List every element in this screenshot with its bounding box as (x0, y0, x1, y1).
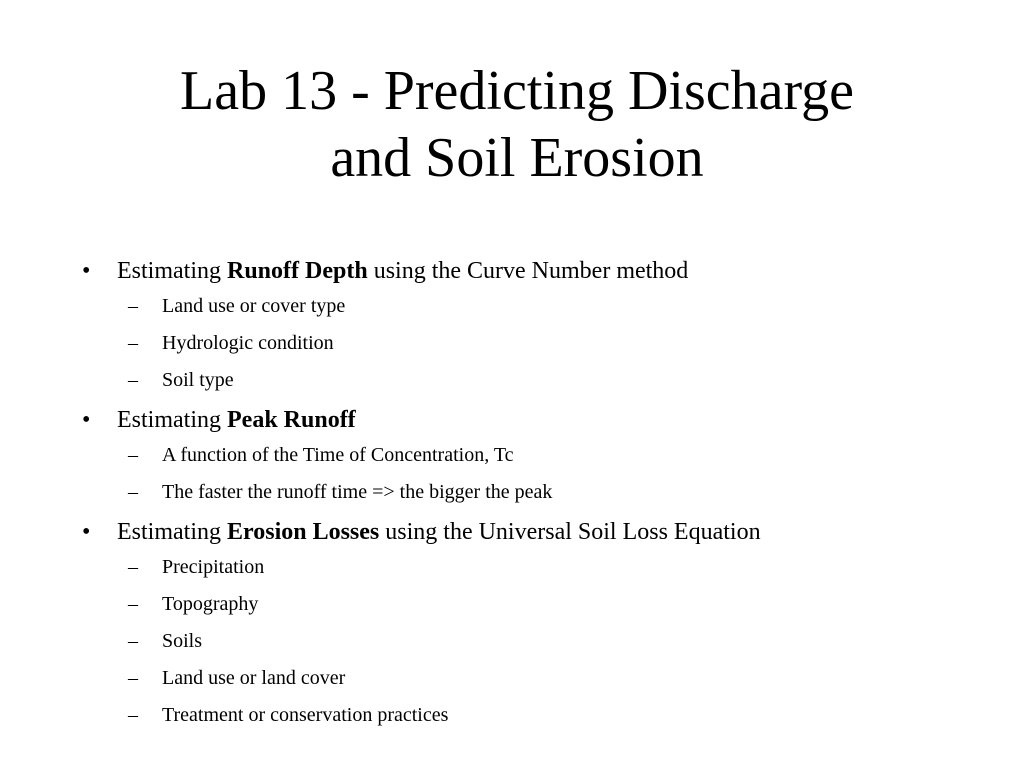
bullet-suffix: using the Curve Number method (367, 258, 689, 284)
bullet-item-peak-runoff (0, 403, 1024, 437)
sub-item-label: Soil type (162, 369, 234, 391)
bullet-icon: • (82, 407, 91, 433)
slide-title-line-1: Lab 13 - Predicting Discharge (180, 60, 854, 122)
bullet-prefix: Estimating (117, 258, 227, 284)
bullet-list (0, 254, 1024, 734)
dash-icon: – (128, 704, 138, 726)
slide-title-line-2: and Soil Erosion (330, 127, 704, 189)
sub-item (0, 437, 1024, 474)
dash-icon: – (128, 332, 138, 354)
bullet-bold-term: Runoff Depth (227, 258, 368, 284)
sub-item (0, 549, 1024, 586)
bullet-bold-term: Peak Runoff (227, 407, 356, 433)
dash-icon: – (128, 369, 138, 391)
sub-item (0, 660, 1024, 697)
bullet-icon: • (82, 258, 91, 284)
sub-item (0, 325, 1024, 362)
dash-icon: – (128, 481, 138, 503)
bullet-suffix: using the Universal Soil Loss Equation (379, 519, 761, 545)
bullet-icon: • (82, 519, 91, 545)
sub-item-label: Soils (162, 630, 203, 652)
dash-icon: – (128, 593, 138, 615)
sub-item-label: The faster the runoff time => the bigger the peak (162, 481, 553, 503)
sub-item-label: Land use or cover type (162, 295, 346, 317)
bullet-bold-term: Erosion Losses (227, 519, 380, 545)
sub-item (0, 623, 1024, 660)
sub-item-label: A function of the Time of Concentration, Tc (162, 444, 514, 466)
bullet-prefix: Estimating (117, 407, 227, 433)
sub-item-label: Precipitation (162, 556, 265, 578)
bullet-prefix: Estimating (117, 519, 227, 545)
dash-icon: – (128, 630, 138, 652)
bullet-item-erosion-losses (0, 515, 1024, 549)
sub-item (0, 586, 1024, 623)
dash-icon: – (128, 667, 138, 689)
sub-item-label: Topography (162, 593, 259, 615)
sub-item (0, 697, 1024, 734)
sub-item-label: Hydrologic condition (162, 332, 334, 354)
dash-icon: – (128, 444, 138, 466)
bullet-item-runoff-depth (0, 254, 1024, 288)
sub-item (0, 362, 1024, 399)
sub-item-label: Treatment or conservation practices (162, 704, 449, 726)
sub-item (0, 288, 1024, 325)
dash-icon: – (128, 556, 138, 578)
sub-item-label: Land use or land cover (162, 667, 346, 689)
sub-item (0, 474, 1024, 511)
dash-icon: – (128, 295, 138, 317)
slide-title (0, 58, 1024, 192)
